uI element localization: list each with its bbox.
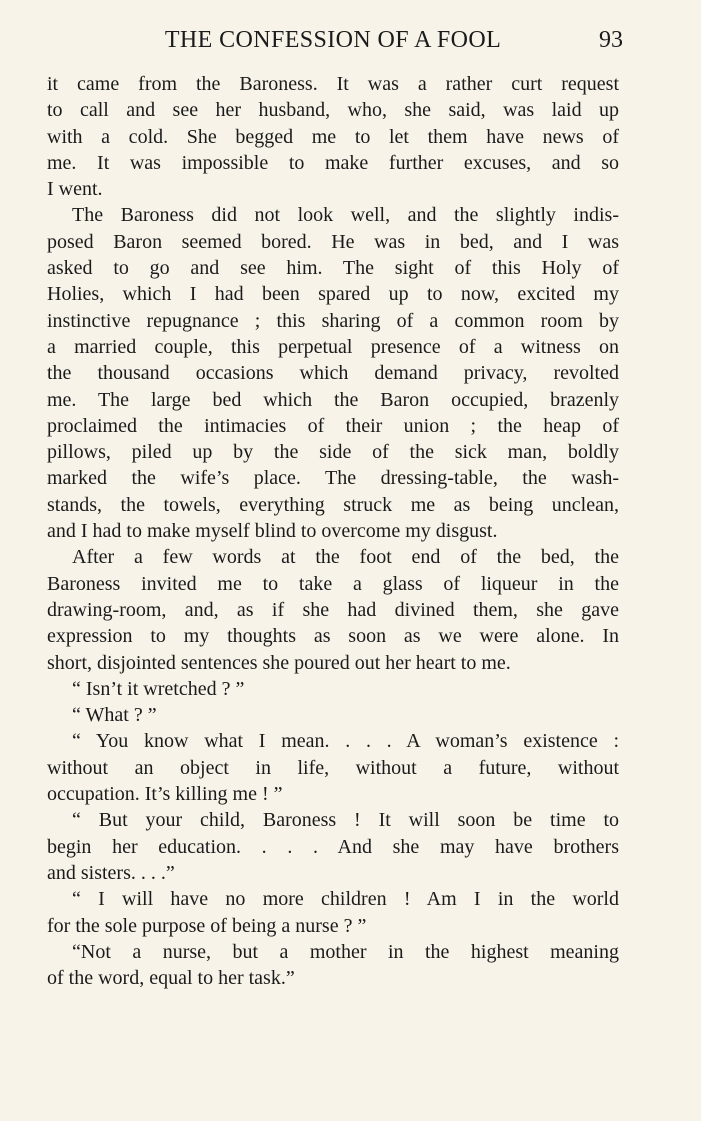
running-title: THE CONFESSION OF A FOOL [164, 27, 502, 53]
body-text [47, 71, 619, 991]
text-line: pillows, piled up by the side of the sick man, boldly [47, 441, 619, 464]
text-line: stands, the towels, everything struck me as being unclean, [47, 493, 619, 516]
text-line: “ I will have no more children ! Am I in the world [72, 888, 619, 911]
text-line: it came from the Baroness. It was a rather curt request [47, 73, 619, 95]
text-line: begin her education. . . . And she may have brothers [47, 835, 619, 858]
text-line: instinctive repugnance ; this sharing of a common room by [47, 309, 619, 332]
text-line: for the sole purpose of being a nurse ? ” [47, 914, 367, 937]
text-line: Holies, which I had been spared up to now, excited my [47, 283, 619, 306]
text-line: of the word, equal to her task.” [47, 967, 295, 990]
text-line: posed Baron seemed bored. He was in bed, and I was [47, 230, 619, 253]
page-number: 93 [599, 27, 623, 53]
text-line: I went. [47, 178, 103, 201]
text-line: proclaimed the intimacies of their union ; the heap of [47, 414, 619, 437]
text-line: me. The large bed which the Baron occupied, brazenly [47, 388, 619, 411]
text-line: asked to go and see him. The sight of this Holy of [47, 257, 619, 280]
text-line: without an object in life, without a future, without [47, 756, 619, 779]
text-line: me. It was impossible to make further excuses, and so [47, 151, 619, 174]
page-header [47, 24, 623, 56]
text-line: “Not a nurse, but a mother in the highest meaning [72, 940, 619, 963]
text-line: The Baroness did not look well, and the slightly indis- [72, 204, 619, 227]
text-line: expression to my thoughts as soon as we were alone. In [47, 625, 619, 648]
text-line: occupation. It’s killing me ! ” [47, 783, 283, 806]
text-line: to call and see her husband, who, she said, was laid up [47, 99, 619, 122]
text-line: the thousand occasions which demand privacy, revolted [47, 362, 619, 385]
text-line: “ Isn’t it wretched ? ” [72, 677, 245, 700]
text-line: “ You know what I mean. . . . A woman’s existence : [72, 730, 619, 753]
text-line: a married couple, this perpetual presence of a witness on [47, 335, 619, 358]
text-line: and I had to make myself blind to overcome my disgust. [47, 520, 498, 543]
text-line: and sisters. . . .” [47, 861, 175, 884]
text-line: After a few words at the foot end of the bed, the [72, 546, 619, 569]
text-line: marked the wife’s place. The dressing-table, the wash- [47, 467, 619, 490]
text-line: drawing-room, and, as if she had divined them, she gave [47, 598, 619, 621]
text-line: with a cold. She begged me to let them have news of [47, 125, 619, 148]
text-line: Baroness invited me to take a glass of liqueur in the [47, 572, 619, 595]
text-line: short, disjointed sentences she poured out her heart to me. [47, 651, 511, 674]
text-line: “ But your child, Baroness ! It will soon be time to [72, 809, 619, 832]
text-line: “ What ? ” [72, 704, 157, 727]
